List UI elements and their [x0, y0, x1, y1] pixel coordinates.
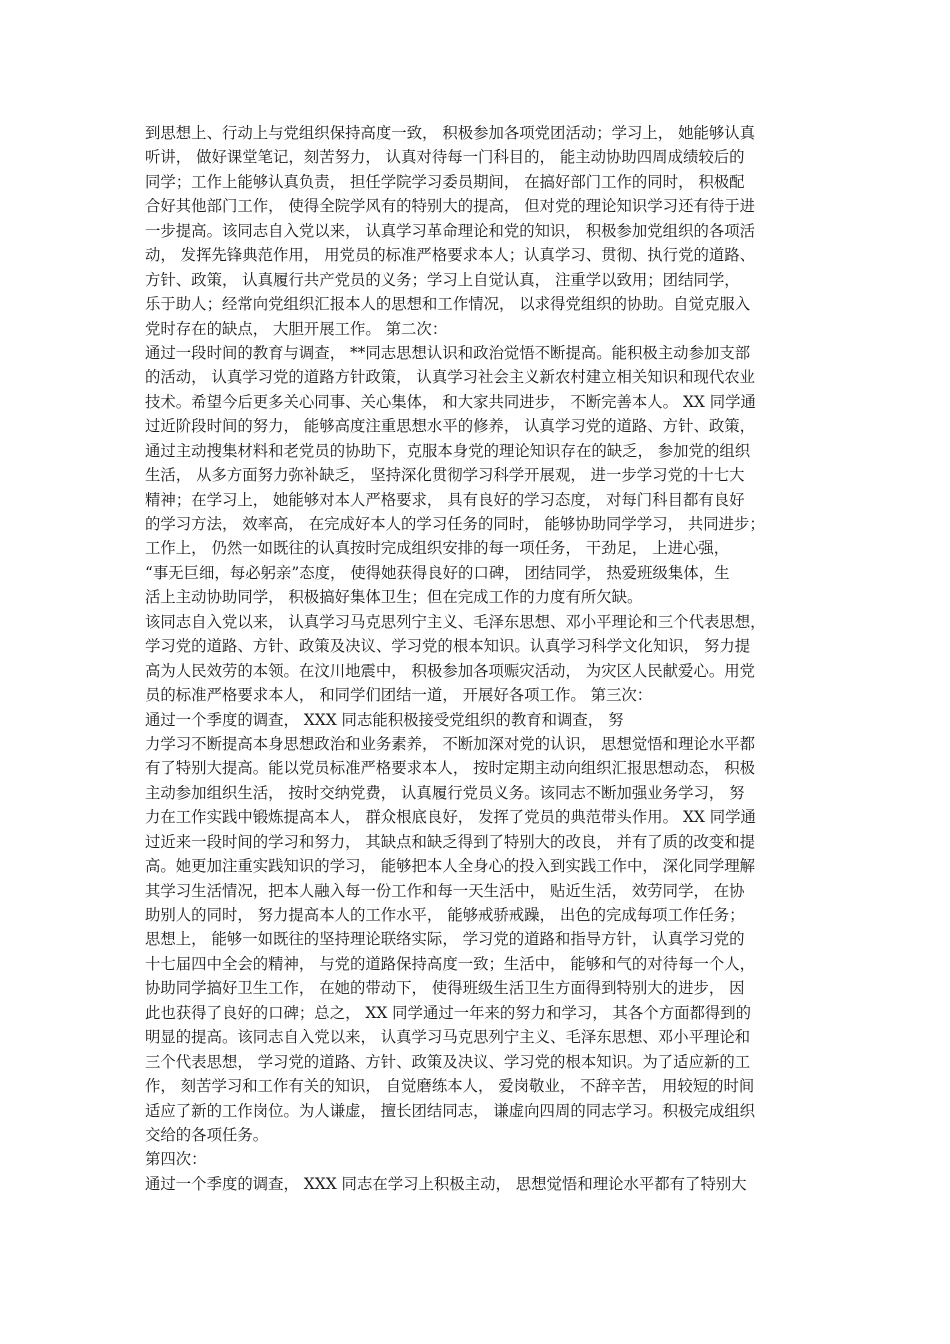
text-line: 助别人的同时， 努力提高本人的工作水平， 能够戒骄戒躁， 出色的完成每项工作任务；: [145, 906, 745, 924]
text-line: 乐于助人；经常向党组织汇报本人的思想和工作情况， 以求得党组织的协助。自觉克服入: [145, 295, 751, 314]
text-line: 员的标准严格要求本人， 和同学们团结一道， 开展好各项工作。 第三次：: [145, 686, 653, 705]
text-line: 力学习不断提高本身思想政治和业务素养， 不断加深对党的认识， 思想觉悟和理论水平都: [145, 734, 756, 753]
text-line: 技术。希望今后更多关心同事、关心集体， 和大家共同进步， 不断完善本人。 XX 同学通: [145, 392, 756, 411]
text-line: 高。她更加注重实践知识的学习， 能够把本人全身心的投入到实践工作中， 深化同学理解: [145, 857, 756, 876]
text-line: “事无巨细，每必躬亲”态度， 使得她获得良好的口碑， 团结同学， 热爱班级集体，生: [145, 563, 730, 582]
text-line: 交给的各项任务。: [145, 1125, 269, 1144]
text-line: 通过主动搜集材料和老党员的协助下，克服本身党的理论知识存在的缺乏， 参加党的组织: [145, 441, 751, 460]
text-line: 此也获得了良好的口碑；总之， XX 同学通过一年来的努力和学习， 其各个方面都得到的: [145, 1003, 752, 1022]
text-line: 党时存在的缺点， 大胆开展工作。 第二次：: [145, 319, 448, 338]
text-line: 学习党的道路、方针、政策及决议、学习党的根本知识。认真学习科学文化知识， 努力提: [145, 637, 751, 656]
text-line: 作， 刻苦学习和工作有关的知识， 自觉磨练本人， 爱岗敬业， 不辞辛苦， 用较短的时间: [145, 1077, 755, 1096]
text-line: 主动参加组织生活， 按时交纳党费， 认真履行党员义务。该同志不断加强业务学习， 努: [145, 783, 745, 802]
text-line: 通过一个季度的调查， XXX 同志在学习上积极主动， 思想觉悟和理论水平都有了特别大: [145, 1174, 747, 1193]
text-line: 生活， 从多方面努力弥补缺乏， 坚持深化贯彻学习科学开展观， 进一步学习党的十七大: [145, 466, 745, 485]
text-line: 该同志自入党以来， 认真学习马克思列宁主义、毛泽东思想、邓小平理论和三个代表思想，: [145, 612, 766, 631]
text-line: 到思想上、行动上与党组织保持高度一致， 积极参加各项党团活动；学习上， 她能够认真: [145, 124, 756, 142]
text-line: 通过一个季度的调查， XXX 同志能积极接受党组织的教育和调查， 努: [145, 710, 624, 729]
document-body-text: [145, 121, 815, 1196]
text-line: 的学习方法， 效率高， 在完成好本人的学习任务的同时， 能够协助同学学习， 共同进步；: [145, 515, 765, 533]
text-line: 思想上， 能够一如既往的坚持理论联络实际， 学习党的道路和指导方针， 认真学习党的: [145, 930, 745, 949]
text-line: 一步提高。该同志自入党以来， 认真学习革命理论和党的知识， 积极参加党组织的各项活: [145, 221, 756, 240]
text-line: 过近来一段时间的学习和努力， 其缺点和缺乏得到了特别大的改良， 并有了质的改变和提: [145, 832, 756, 851]
text-line: 有了特别大提高。能以党员标准严格要求本人， 按时定期主动向组织汇报思想动态， 积极: [145, 759, 756, 778]
text-line: 力在工作实践中锻炼提高本人， 群众根底良好， 发挥了党员的典范带头作用。 XX 同学通: [145, 808, 756, 827]
text-line: 第四次：: [145, 1150, 207, 1169]
text-line: 工作上， 仍然一如既往的认真按时完成组织安排的每一项任务， 干劲足， 上进心强，: [145, 539, 730, 558]
text-line: 通过一段时间的教育与调查， **同志思想认识和政治觉悟不断提高。能积极主动参加支部: [145, 343, 751, 362]
text-line: 其学习生活情况，把本人融入每一份工作和每一天生活中， 贴近生活， 效劳同学， 在协: [145, 881, 745, 900]
text-line: 活上主动协助同学， 积极搞好集体卫生；但在完成工作的力度有所欠缺。: [145, 588, 643, 607]
text-line: 精神；在学习上， 她能够对本人严格要求， 具有良好的学习态度， 对每门科目都有良好: [145, 490, 745, 509]
text-line: 合好其他部门工作， 使得全院学风有的特别大的提高， 但对党的理论知识学习还有待于进: [145, 197, 756, 216]
text-line: 协助同学搞好卫生工作， 在她的带动下， 使得班级生活卫生方面得到特别大的进步， 因: [145, 979, 745, 998]
text-line: 高为人民效劳的本领。在汶川地震中， 积极参加各项赈灾活动， 为灾区人民献爱心。用党: [145, 661, 756, 680]
text-line: 三个代表思想， 学习党的道路、方针、政策及决议、学习党的根本知识。为了适应新的工: [145, 1052, 751, 1071]
text-line: 过近阶段时间的努力， 能够高度注重思想水平的修养， 认真学习党的道路、方针、政策，: [145, 417, 756, 436]
text-line: 方针、政策， 认真履行共产党员的义务；学习上自觉认真， 注重学以致用；团结同学，: [145, 270, 740, 289]
text-line: 十七届四中全会的精神， 与党的道路保持高度一致；生活中， 能够和气的对待每一个人，: [145, 954, 756, 973]
text-line: 听讲， 做好课堂笔记，刻苦努力， 认真对待每一门科目的， 能主动协助四周成绩较后的: [145, 148, 745, 167]
text-line: 的活动， 认真学习党的道路方针政策， 认真学习社会主义新农村建立相关知识和现代农业: [145, 368, 756, 387]
text-line: 动， 发挥先锋典范作用， 用党员的标准严格要求本人；认真学习、贯彻、执行党的道路、: [145, 246, 756, 265]
text-line: 明显的提高。该同志自入党以来， 认真学习马克思列宁主义、毛泽东思想、邓小平理论和: [145, 1028, 751, 1047]
text-line: 同学；工作上能够认真负责， 担任学院学习委员期间， 在搞好部门工作的同时， 积极配: [145, 172, 745, 191]
text-line: 适应了新的工作岗位。为人谦虚， 擅长团结同志， 谦虚向四周的同志学习。积极完成组织: [145, 1101, 756, 1120]
